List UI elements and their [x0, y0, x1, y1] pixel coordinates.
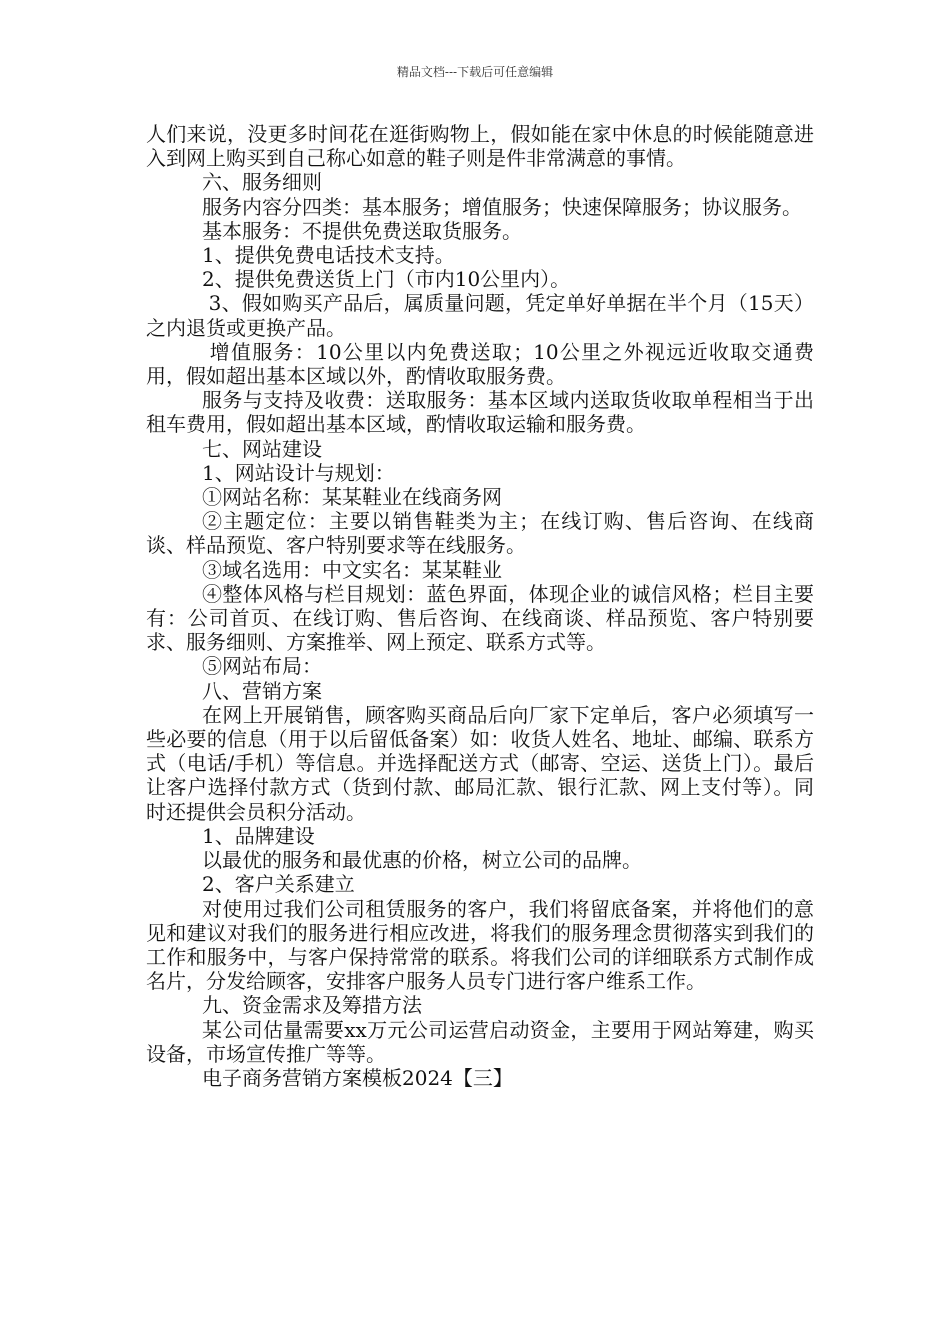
list-item: 1、提供免费电话技术支持。	[202, 243, 455, 268]
paragraph: 在网上开展销售，顾客购买商品后向厂家下定单后，客户必须填写一些必要的信息（用于以后留低备案）如：收货人姓名、地址、邮编、联系方式（电话/手机）等信息。并选择配送方式（邮寄、空运、送货上门）。最后让客户选择付款方式（货到付款、邮局汇款、银行汇款、网上支付等）。同时还提供会员积分活动。	[146, 702, 814, 824]
page-header: 精品文档---下载后可任意编辑	[396, 65, 554, 79]
sub-heading: 1、品牌建设	[202, 823, 315, 848]
paragraph: 以最优的服务和最优惠的价格，树立公司的品牌。	[202, 848, 642, 873]
list-item: ②主题定位：主要以销售鞋类为主；在线订购、售后咨询、在线商谈、样品预览、客户特别要求等在线服务。	[146, 509, 814, 558]
list-item: 3、假如购买产品后，属质量问题，凭定单好单据在半个月（15天）之内退货或更换产品。	[146, 291, 814, 340]
list-item: 2、提供免费送货上门（市内10公里内）。	[202, 267, 571, 292]
list-item: ③域名选用：中文实名：某某鞋业	[202, 557, 502, 582]
list-item: ④整体风格与栏目规划：蓝色界面，体现企业的诚信风格；栏目主要有：公司首页、在线订购、售后咨询、在线商谈、样品预览、客户特别要求、服务细则、方案推举、网上预定、联系方式等。	[146, 581, 814, 655]
sub-heading: 2、客户关系建立	[202, 872, 355, 897]
paragraph: 服务内容分四类：基本服务；增值服务；快速保障服务；协议服务。	[202, 194, 802, 219]
list-item: ⑤网站布局：	[202, 654, 322, 679]
sub-heading: 1、网站设计与规划：	[202, 460, 395, 485]
paragraph: 人们来说，没更多时间花在逛街购物上，假如能在家中休息的时候能随意进入到网上购买到自己称心如意的鞋子则是件非常满意的事情。	[146, 122, 814, 171]
paragraph: 基本服务：不提供免费送取货服务。	[202, 218, 522, 243]
paragraph: 增值服务：10公里以内免费送取；10公里之外视远近收取交通费用，假如超出基本区域以外，酌情收取服务费。	[146, 339, 815, 389]
section-heading: 七、网站建设	[202, 436, 322, 461]
document-title: 电子商务营销方案模板2024【三】	[202, 1065, 513, 1090]
paragraph: 对使用过我们公司租赁服务的客户，我们将留底备案，并将他们的意见和建议对我们的服务进行相应改进，将我们的服务理念贯彻落实到我们的工作和服务中，与客户保持常常的联系。将我们公司的详细联系方式制作成名片，分发给顾客，安排客户服务人员专门进行客户维系工作。	[146, 896, 814, 994]
list-item: ①网站名称：某某鞋业在线商务网	[202, 485, 502, 510]
paragraph: 服务与支持及收费：送取服务：基本区域内送取货收取单程相当于出租车费用，假如超出基本区域，酌情收取运输和服务费。	[146, 388, 814, 437]
document-body	[146, 122, 814, 1090]
section-heading: 八、营销方案	[202, 678, 322, 703]
section-heading: 九、资金需求及筹措方法	[202, 993, 422, 1018]
section-heading: 六、服务细则	[202, 170, 322, 195]
paragraph: 某公司估量需要xx万元公司运营启动资金，主要用于网站筹建，购买设备，市场宣传推广等等。	[146, 1017, 814, 1066]
